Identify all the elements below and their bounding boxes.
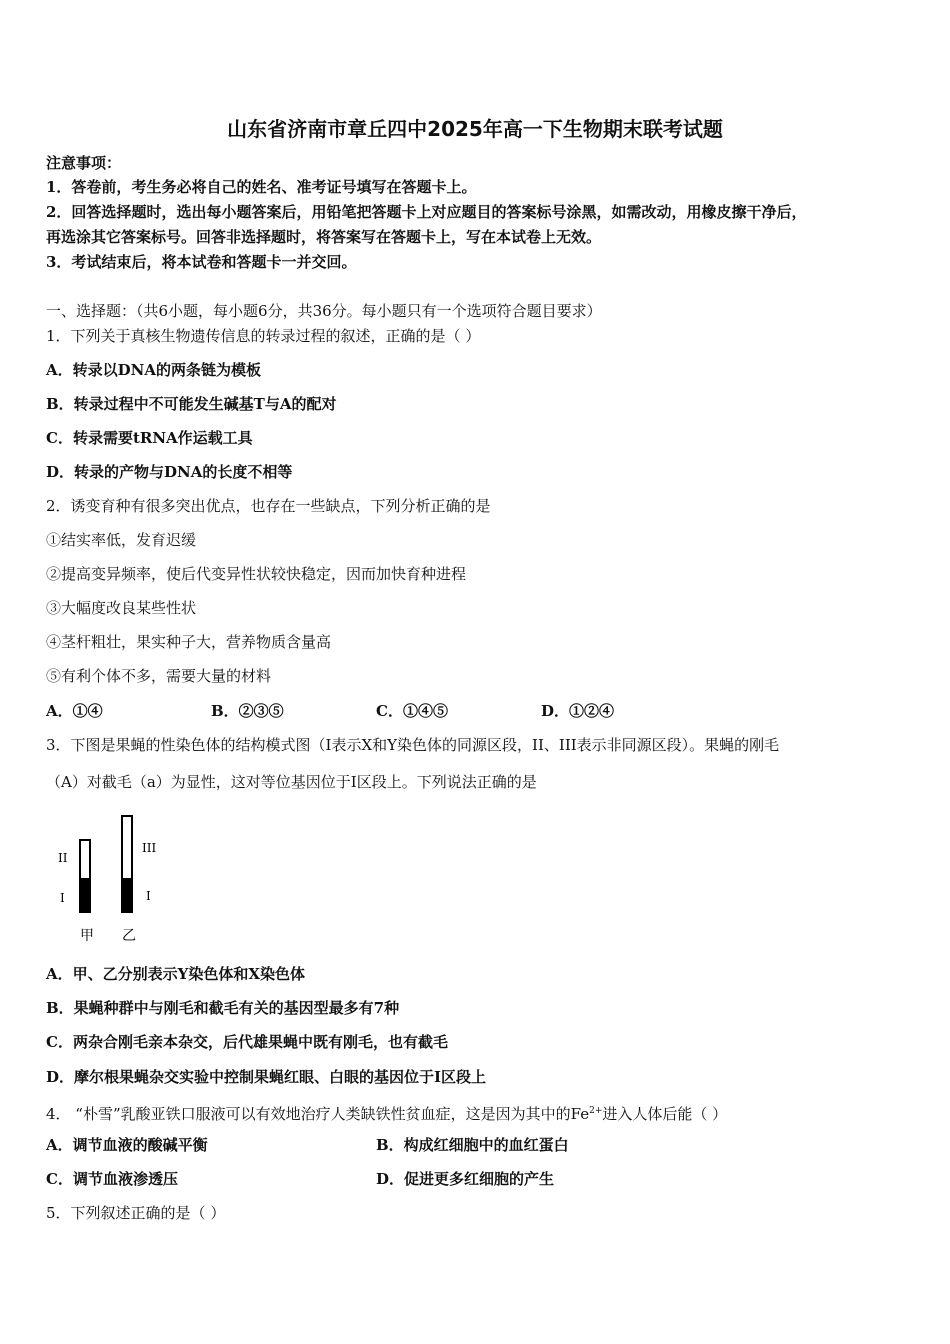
q3-option-c: C．两杂合刚毛亲本杂交，后代雄果蝇中既有刚毛，也有截毛 (46, 1033, 448, 1051)
q1-option-c: C．转录需要tRNA作运载工具 (46, 429, 253, 447)
q4-option-b: B．构成红细胞中的血红蛋白 (376, 1136, 569, 1154)
q3-option-b: B．果蝇种群中与刚毛和截毛有关的基因型最多有7种 (46, 999, 400, 1017)
q2-item-4: ④茎杆粗壮，果实种子大，营养物质含量高 (46, 633, 332, 651)
q2-item-1: ①结实率低，发育迟缓 (46, 531, 197, 549)
q2-option-b: B．②③⑤ (211, 702, 284, 720)
q4-stem: 4． “朴雪”乳酸亚铁口服液可以有效地治疗人类缺铁性贫血症，这是因为其中的$Fe^{2+}$进入人体后能（ ） (46, 1105, 728, 1123)
notice-item-1: 1．答卷前，考生务必将自己的姓名、准考证号填写在答题卡上。 (46, 178, 477, 196)
label-I-left: I (60, 891, 65, 905)
caption-yi: 乙 (122, 928, 136, 944)
q1-option-b: B．转录过程中不可能发生碱基T与A的配对 (46, 395, 337, 413)
q1-option-a: A．转录以DNA的两条链为模板 (46, 361, 261, 379)
q2-item-2: ②提高变异频率，使后代变异性状较快稳定，因而加快育种进程 (46, 565, 467, 583)
q3-stem-line2: （A）对截毛（a）为显性，这对等位基因位于I区段上。下列说法正确的是 (46, 773, 537, 791)
q5-stem: 5．下列叙述正确的是（ ） (46, 1204, 226, 1222)
section-heading: 一、选择题：（共6小题，每小题6分，共36分。每小题只有一个选项符合题目要求） (46, 302, 602, 320)
chromosome-figure (50, 808, 170, 948)
label-II: II (58, 851, 68, 865)
page-title: 山东省济南市章丘四中2025年高一下生物期末联考试题 (227, 117, 723, 141)
q3-option-a: A．甲、乙分别表示Y染色体和X染色体 (46, 965, 305, 983)
q4-option-c: C．调节血液渗透压 (46, 1170, 178, 1188)
label-III: III (142, 841, 157, 855)
q4-option-a: A．调节血液的酸碱平衡 (46, 1136, 208, 1154)
q3-stem-line1: 3．下图是果蝇的性染色体的结构模式图（I表示X和Y染色体的同源区段，II、III表示非同源区段）。果蝇的刚毛 (46, 736, 780, 754)
q2-option-d: D．①②④ (541, 702, 615, 720)
caption-jia: 甲 (80, 928, 94, 944)
q2-option-c: C．①④⑤ (376, 702, 448, 720)
q4-superscript: 2+ (589, 1106, 603, 1116)
q3-option-d: D．摩尔根果蝇杂交实验中控制果蝇红眼、白眼的基因位于I区段上 (46, 1068, 487, 1086)
label-I-right: I (146, 889, 151, 903)
notice-heading: 注意事项： (46, 154, 122, 172)
q4-option-d: D．促进更多红细胞的产生 (376, 1170, 555, 1188)
chromosome-yi (122, 816, 132, 912)
notice-item-3: 3．考试结束后，将本试卷和答题卡一并交回。 (46, 253, 357, 271)
notice-item-2: 2．回答选择题时，选出每小题答案后，用铅笔把答题卡上对应题目的答案标号涂黑，如需改动，用橡皮擦干净后， (46, 203, 807, 221)
q2-stem: 2．诱变育种有很多突出优点，也存在一些缺点，下列分析正确的是 (46, 497, 491, 515)
q1-option-d: D．转录的产物与DNA的长度不相等 (46, 463, 293, 481)
q2-item-3: ③大幅度改良某些性状 (46, 599, 197, 617)
chromosome-jia (80, 840, 90, 912)
q2-item-5: ⑤有利个体不多，需要大量的材料 (46, 667, 272, 685)
q2-option-a: A．①④ (46, 702, 103, 720)
notice-item-2-cont: 再选涂其它答案标号。回答非选择题时，将答案写在答题卡上，写在本试卷上无效。 (46, 228, 602, 246)
q1-stem: 1．下列关于真核生物遗传信息的转录过程的叙述，正确的是（ ） (46, 327, 481, 345)
